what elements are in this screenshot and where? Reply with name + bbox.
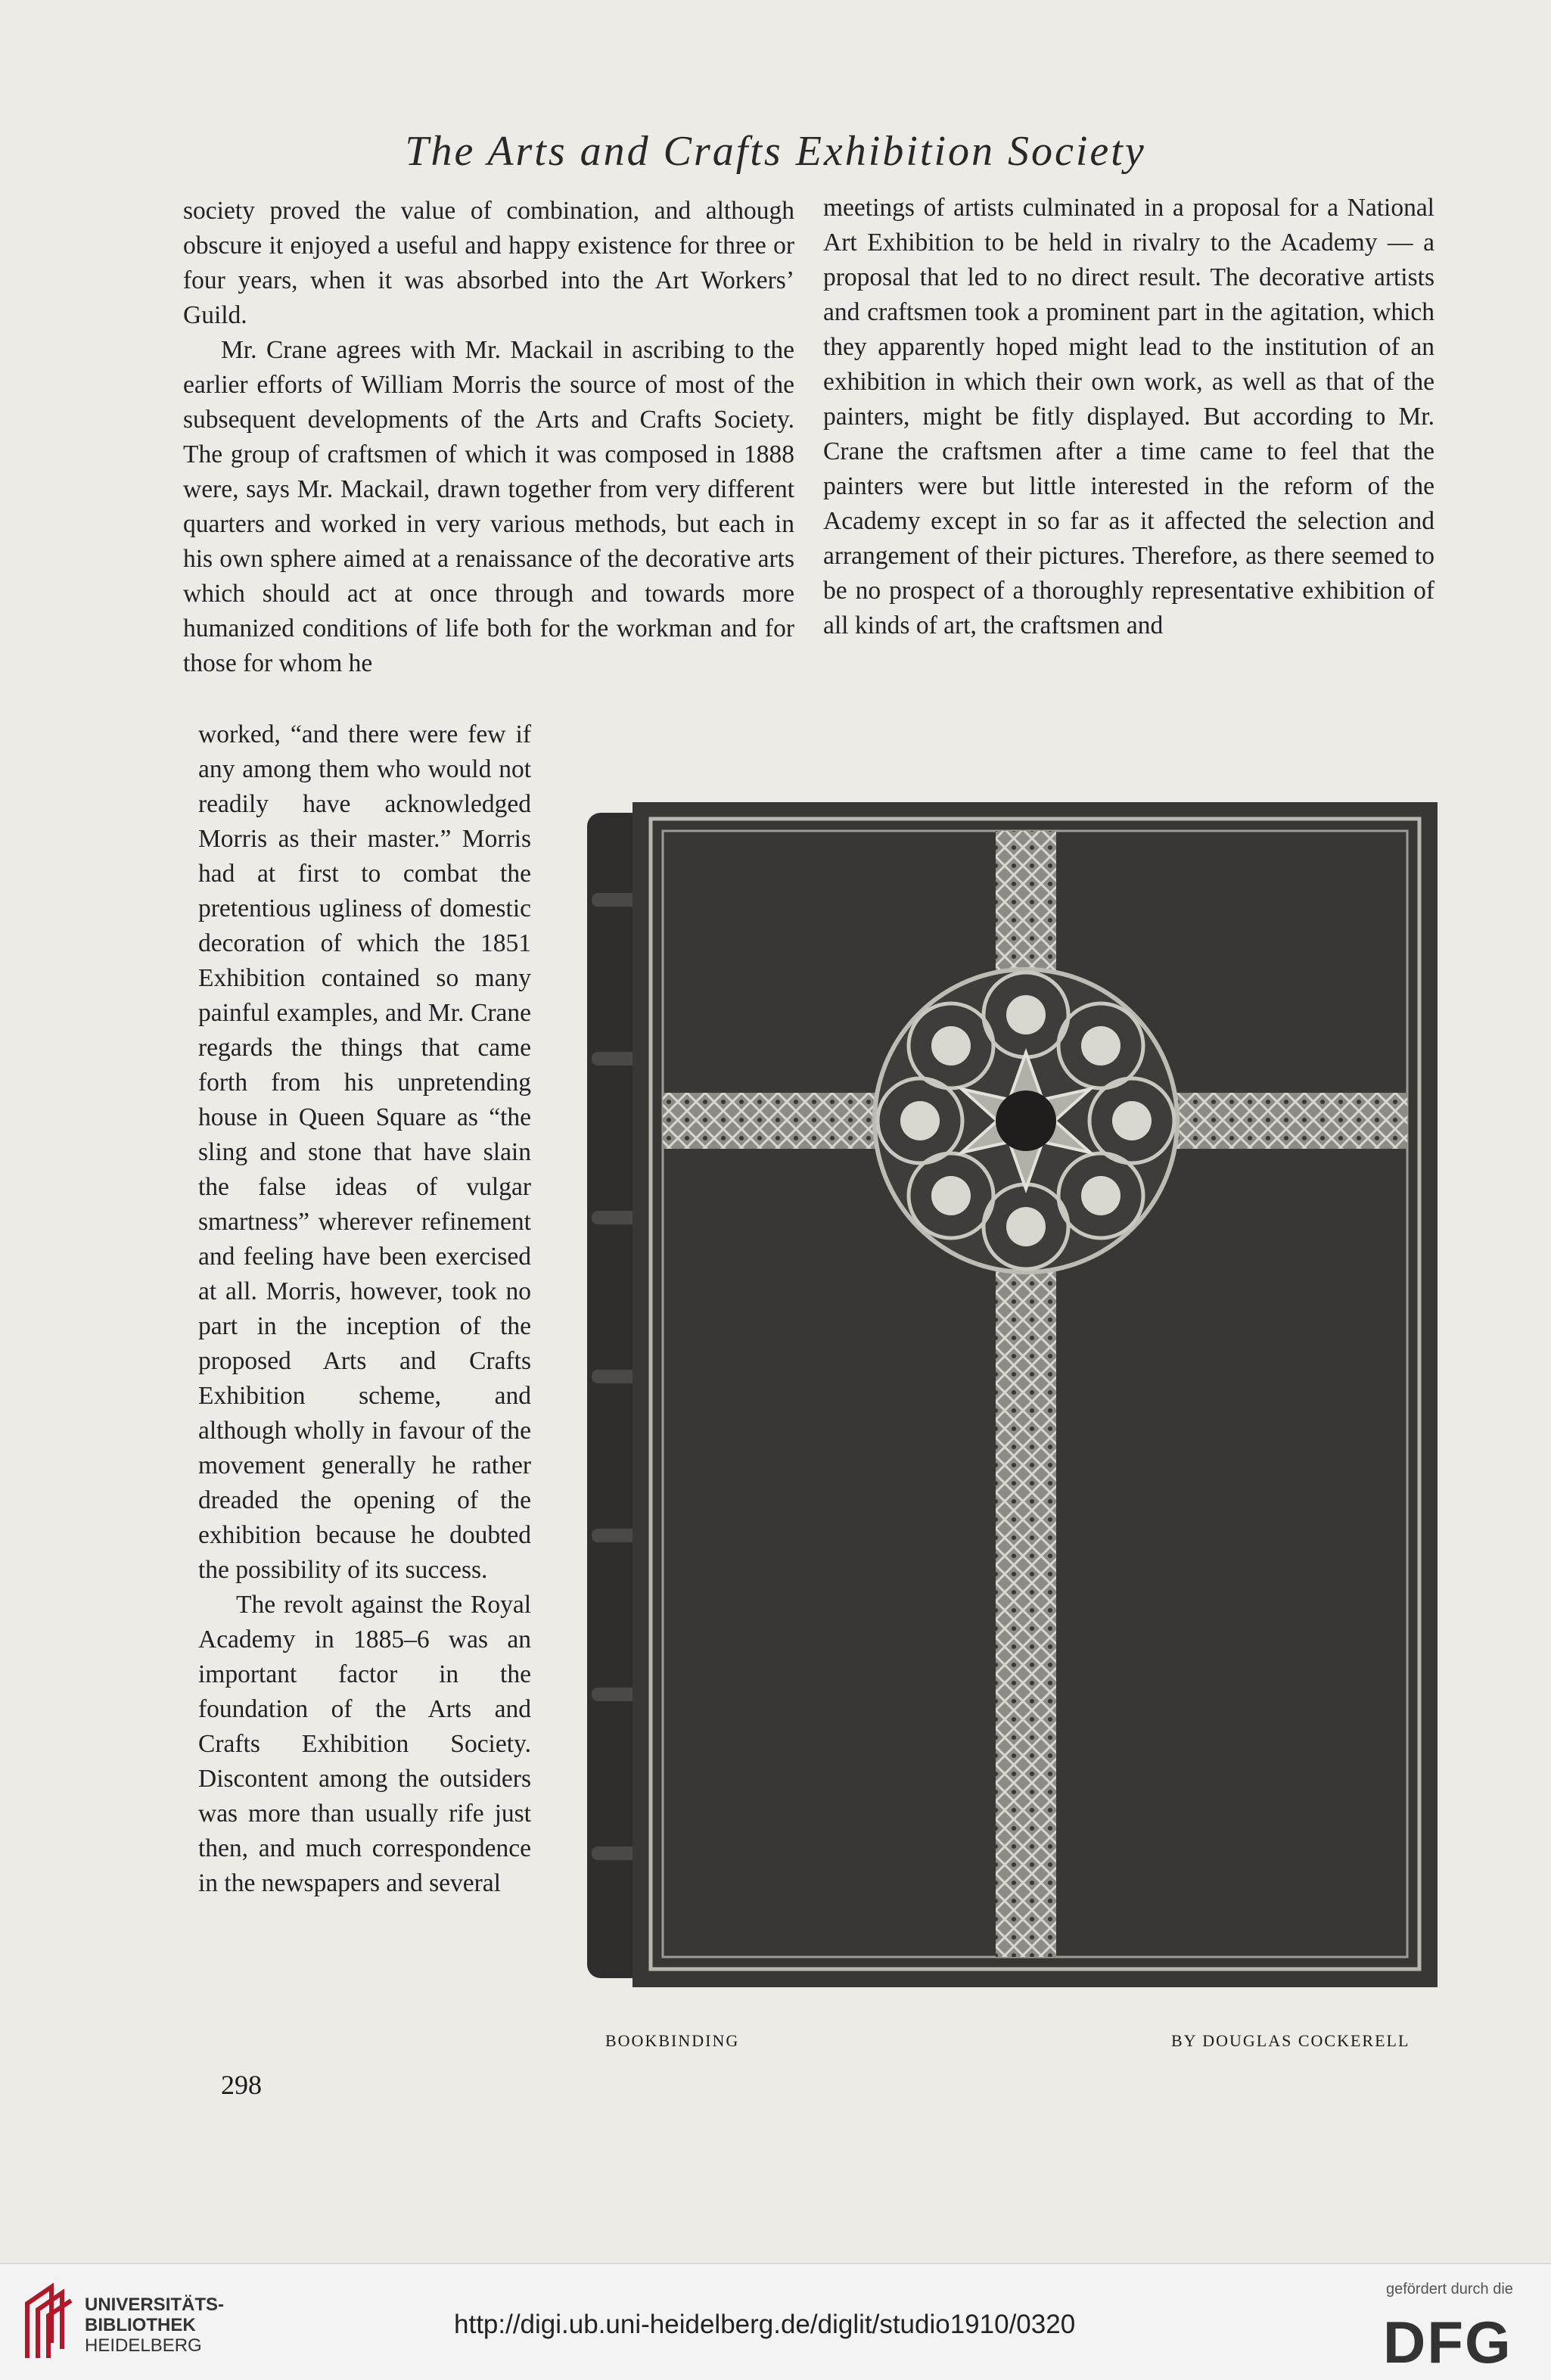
permalink-url[interactable]: http://digi.ub.uni-heidelberg.de/diglit/studio1910/0320 bbox=[454, 2310, 1076, 2339]
figure-caption-credit: BY DOUGLAS COCKERELL bbox=[1171, 2031, 1410, 2050]
paragraph: The revolt against the Royal Academy in 1885–6 was an important factor in the foundation of the Arts and Crafts Exhibition Society. Discontent among the outsiders was more than usually rife just then, and much correspondence in the newspapers and several bbox=[198, 1591, 531, 1897]
funding-note: gefördert durch die bbox=[1386, 2281, 1513, 2298]
figure-caption-title: BOOKBINDING bbox=[605, 2031, 740, 2050]
left-column-top bbox=[183, 194, 794, 681]
dfg-logo: DFG bbox=[1383, 2309, 1512, 2375]
paragraph: worked, “and there were few if any among them who would not readily have acknowledged Morris as their master.” Morris had at first to combat the pretentious ugliness of domestic decoration of which the 1851 Exhibition contained so many painful examples, and Mr. Crane regards the things that came forth from his unpretending house in Queen Square as “the sling and stone that have slain the false ideas of vulgar smartness” wherever refinement and feeling have been exercised at all. Morris, however, took no part in the inception of the proposed Arts and Crafts Exhibition scheme, and although wholly in favour of the movement generally he rather dreaded the opening of the exhibition because he doubted the possibility of its success. bbox=[198, 720, 531, 1584]
page-number: 298 bbox=[221, 2070, 262, 2100]
paragraph: meetings of artists culminated in a proposal for a National Art Exhibition to be held in rivalry to the Academy — a proposal that led to no direct result. The decorative artists and craftsmen took a prominent part in the agitation, which they apparently hoped might lead to the institution of an exhibition in which their own work, as well as that of the painters, might be fitly displayed. But according to Mr. Crane the craftsmen after a time came to feel that the painters were but little interested in the reform of the Academy except in so far as it affected the selection and arrangement of their pictures. Therefore, as there seemed to be no prospect of a thoroughly representative exhibition of all kinds of art, the craftsmen and bbox=[823, 194, 1434, 639]
right-column-top bbox=[823, 191, 1434, 643]
library-logo-icon bbox=[21, 2282, 76, 2364]
left-column-narrow bbox=[198, 717, 531, 1901]
running-header: The Arts and Crafts Exhibition Society bbox=[405, 128, 1146, 175]
paragraph: society proved the value of combination, and although obscure it enjoyed a useful and happy existence for three or four years, when it was absorbed into the Art Workers’ Guild. bbox=[183, 197, 794, 329]
bookbinding-illustration bbox=[587, 802, 1438, 1987]
digitization-footer bbox=[0, 2263, 1551, 2380]
paragraph: Mr. Crane agrees with Mr. Mackail in ascribing to the earlier efforts of William Morris the source of most of the subsequent developments of the Arts and Crafts Society. The group of craftsmen of which it was composed in 1888 were, says Mr. Mackail, drawn together from very different quarters and worked in very various methods, but each in his own sphere aimed at a renaissance of the decorative arts which should act at once through and towards more humanized conditions of life both for the workman and for those for whom he bbox=[183, 336, 794, 677]
library-name: UNIVERSITÄTS- BIBLIOTHEK HEIDELBERG bbox=[85, 2294, 225, 2356]
